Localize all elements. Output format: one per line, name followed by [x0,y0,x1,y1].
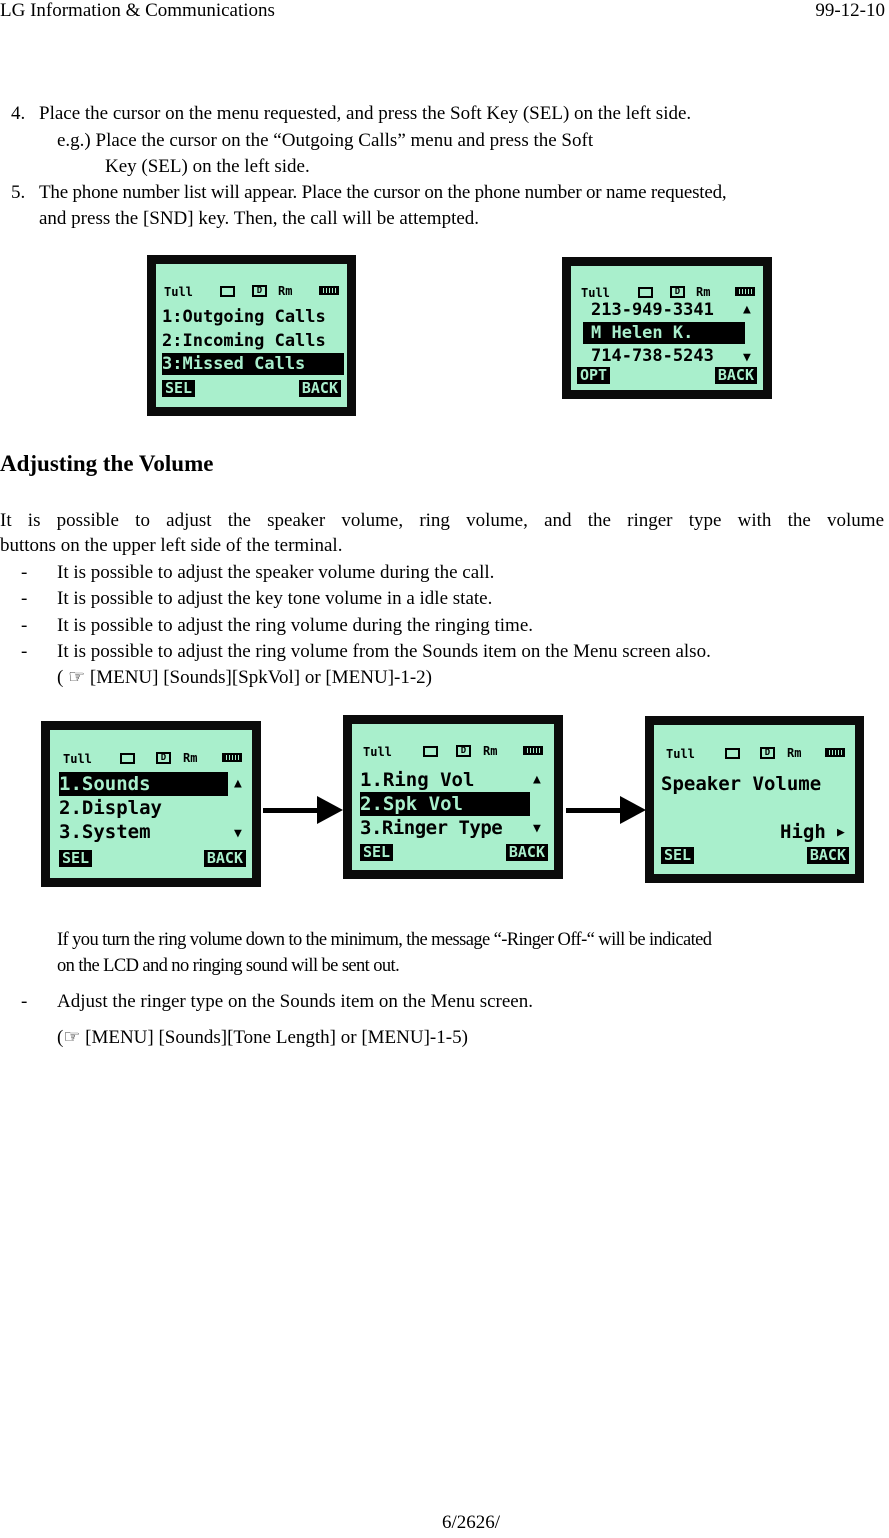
battery-icon [523,746,543,755]
volume-value: High [780,821,826,843]
step-4-example-1: e.g.) Place the cursor on the “Outgoing Calls” menu and press the Soft [57,130,594,151]
softkey-right: BACK [807,847,849,864]
step-4-number: 4. [11,103,26,124]
bullet-dash: - [21,562,28,583]
bullet-dash: - [21,615,28,636]
scroll-up-icon: ▲ [234,776,242,791]
signal-icon: Tull [164,285,193,299]
battery-icon [222,753,242,762]
flow-arrow-1-line [263,808,319,813]
data-icon: D [670,286,685,298]
intro-line-1: It is possible to adjust the speaker volume, ring volume, and the ringer type with the volume [0,510,884,531]
roam-icon: Rm [278,284,293,298]
flow-arrow-1-head [317,796,343,824]
page-number: 6/2626/ [442,1512,501,1533]
mail-icon [220,286,235,297]
menu-line-1: 1:Outgoing Calls [162,307,326,327]
note-line-2: on the LCD and no ringing sound will be sent out. [57,956,400,976]
step-5-number: 5. [11,182,26,203]
bullet-3: It is possible to adjust the ring volume during the ringing time. [57,615,534,636]
lcd-screen-sounds-menu [343,715,563,879]
section-title: Adjusting the Volume [0,451,214,476]
intro-line-2: buttons on the upper left side of the terminal. [0,535,343,556]
softkey-left: OPT [577,367,610,384]
signal-icon: Tull [581,286,610,300]
flow-arrow-2-line [566,808,622,813]
menu-line-3-selected: 3:Missed Calls [162,353,344,375]
menu-line-1: 1.Ring Vol [360,769,475,791]
softkey-right: BACK [204,850,246,867]
note-line-1: If you turn the ring volume down to the minimum, the message “-Ringer Off-“ will be indicated [57,930,712,950]
roam-icon: Rm [696,285,711,299]
step-4-text: Place the cursor on the menu requested, and press the Soft Key (SEL) on the left side. [39,103,692,124]
menu-line-3: 3.System [59,821,151,843]
header-left: LG Information & Communications [0,0,275,21]
menu-line-2-selected: 2.Spk Vol [360,792,530,816]
screen-title: Speaker Volume [661,773,822,795]
phone-line-3: 714-738-5243 [591,346,714,366]
bullet-4-reference: ( ☞ [MENU] [Sounds][SpkVol] or [MENU]-1-2) [57,667,432,688]
softkey-left: SEL [661,847,694,864]
data-icon: D [252,285,267,297]
roam-icon: Rm [787,746,802,760]
data-icon: D [156,752,171,764]
lcd-screen-outgoing-menu [147,255,356,416]
battery-icon [319,286,339,295]
scroll-up-icon: ▲ [743,302,751,317]
mail-icon [423,746,438,757]
bullet-4: It is possible to adjust the ring volume from the Sounds item on the Menu screen also. [57,641,711,662]
mail-icon [638,287,653,298]
softkey-right: BACK [506,844,548,861]
softkey-right: BACK [715,367,757,384]
roam-icon: Rm [183,751,198,765]
menu-line-1-selected: 1.Sounds [59,772,228,796]
phone-line-1: 213-949-3341 [591,300,714,320]
bullet-5: Adjust the ringer type on the Sounds item on the Menu screen. [57,991,533,1012]
header-right: 99-12-10 [815,0,885,21]
bullet-dash: - [21,588,28,609]
menu-line-2: 2:Incoming Calls [162,331,326,351]
step-4-example-2: Key (SEL) on the left side. [105,156,310,177]
signal-icon: Tull [363,745,392,759]
softkey-right: BACK [299,380,341,397]
data-icon: D [760,747,775,759]
mail-icon [725,748,740,759]
menu-line-2: 2.Display [59,797,162,819]
scroll-down-icon: ▼ [234,826,242,841]
softkey-left: SEL [59,850,92,867]
bullet-1: It is possible to adjust the speaker volume during the call. [57,562,495,583]
increase-arrow-icon: ▶ [837,825,845,840]
signal-icon: Tull [63,752,92,766]
step-5-text-1: The phone number list will appear. Place the cursor on the phone number or name requested, [39,182,727,203]
scroll-down-icon: ▼ [743,350,751,365]
scroll-down-icon: ▼ [533,821,541,836]
bullet-2: It is possible to adjust the key tone volume in a idle state. [57,588,493,609]
bullet-5-reference: (☞ [MENU] [Sounds][Tone Length] or [MENU]-1-5) [57,1027,468,1048]
bullet-dash: - [21,991,28,1012]
data-icon: D [456,745,471,757]
scroll-up-icon: ▲ [533,772,541,787]
lcd-screen-speaker-volume [645,716,864,883]
battery-icon [735,287,755,296]
flow-arrow-2-head [620,796,646,824]
step-5-text-2: and press the [SND] key. Then, the call will be attempted. [39,208,480,229]
signal-icon: Tull [666,747,695,761]
phone-line-2-selected: M Helen K. [583,322,745,344]
mail-icon [120,753,135,764]
lcd-screen-main-menu [41,721,261,887]
softkey-left: SEL [162,380,195,397]
roam-icon: Rm [483,744,498,758]
bullet-dash: - [21,641,28,662]
softkey-left: SEL [360,844,393,861]
menu-line-3: 3.Ringer Type [360,817,503,839]
lcd-screen-phone-list [562,257,772,399]
battery-icon [825,748,845,757]
